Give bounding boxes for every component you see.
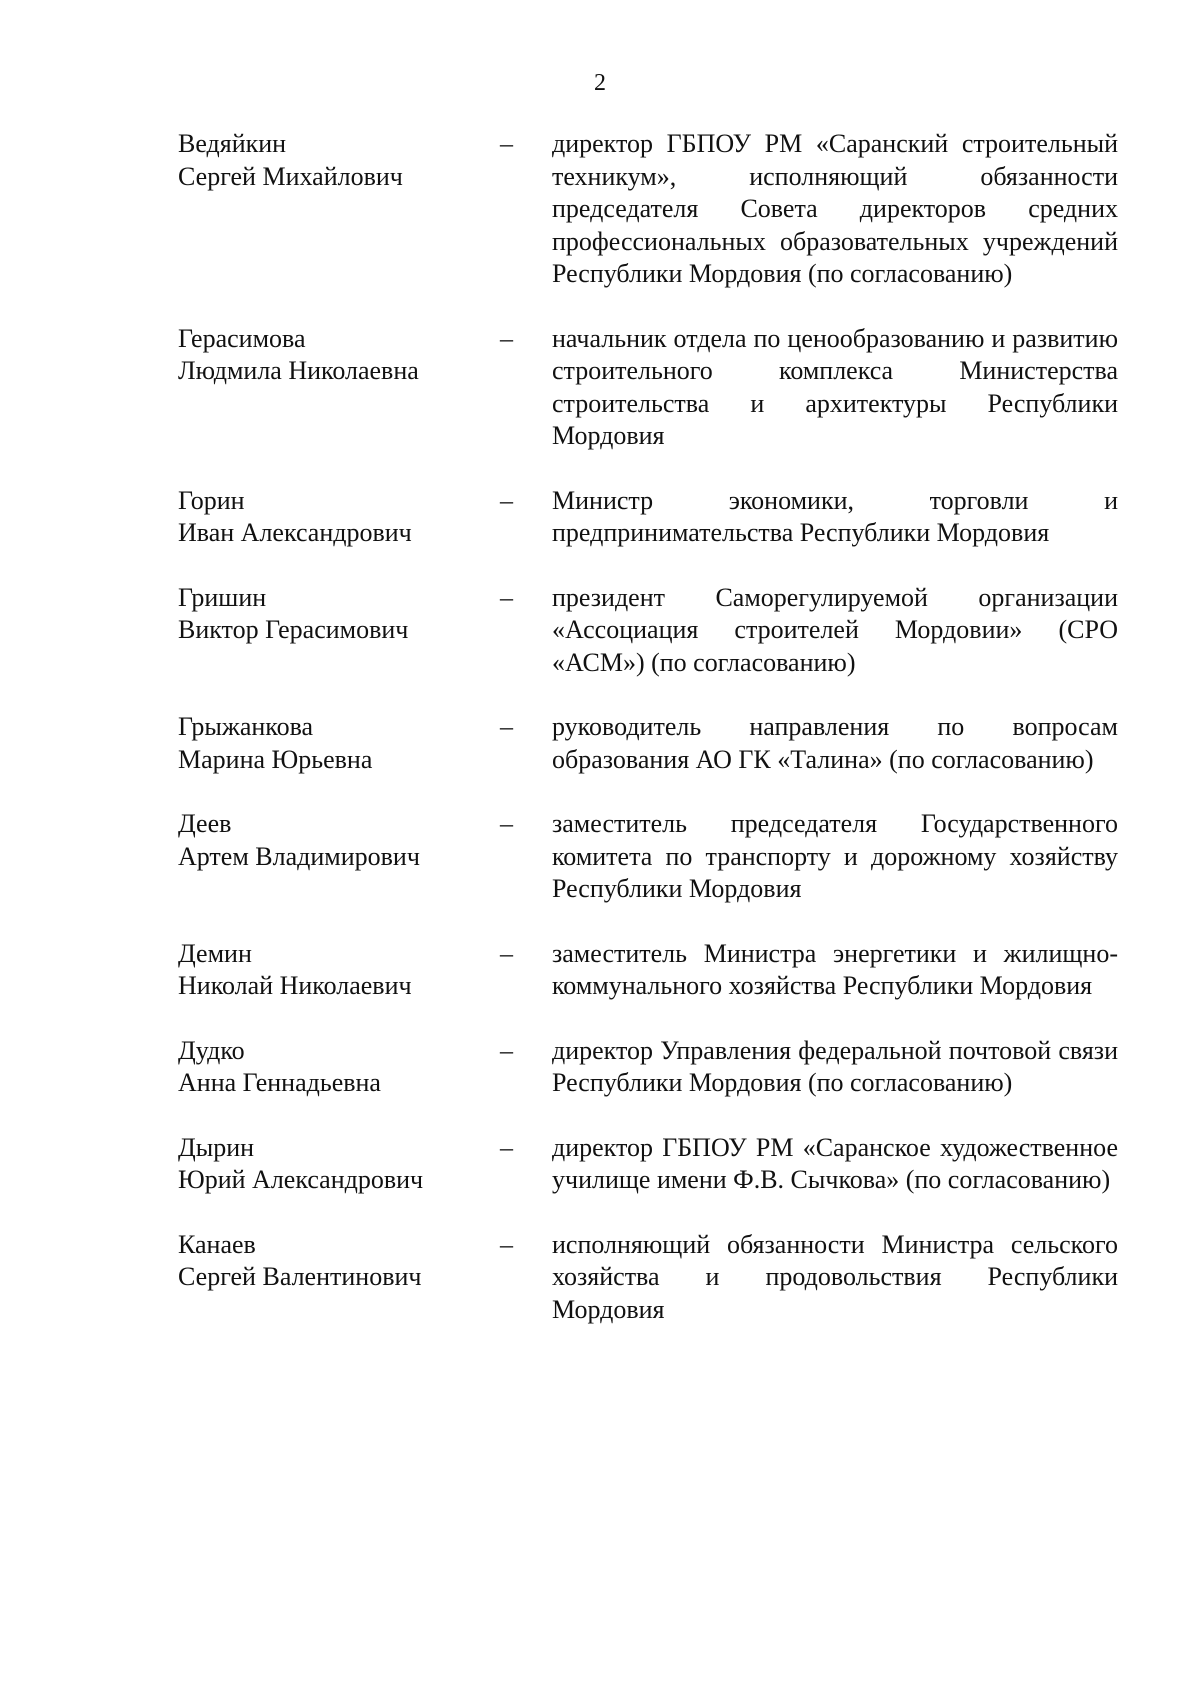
list-item bbox=[178, 808, 1122, 906]
list-item bbox=[178, 711, 1122, 776]
member-surname: Ведяйкин bbox=[178, 129, 287, 158]
list-item bbox=[178, 128, 1122, 291]
page-number: 2 bbox=[594, 70, 606, 96]
member-name bbox=[178, 1229, 500, 1294]
member-surname: Грыжанкова bbox=[178, 712, 314, 741]
dash-separator: – bbox=[500, 1229, 513, 1259]
member-name bbox=[178, 582, 500, 647]
member-name bbox=[178, 1035, 500, 1100]
member-given-name: Людмила Николаевна bbox=[178, 356, 419, 385]
dash-separator: – bbox=[500, 582, 513, 612]
list-item bbox=[178, 938, 1122, 1003]
member-surname: Герасимова bbox=[178, 323, 306, 353]
member-given-name: Артем Владимирович bbox=[178, 841, 420, 871]
list-item bbox=[178, 1132, 1122, 1197]
member-given-name: Юрий Александрович bbox=[178, 1165, 424, 1194]
list-item bbox=[178, 485, 1122, 550]
member-name bbox=[178, 1132, 500, 1197]
member-given-name: Марина Юрьевна bbox=[178, 744, 373, 774]
dash-separator: – bbox=[500, 1132, 513, 1162]
member-name bbox=[178, 938, 500, 1003]
member-position: президент Саморегулируемой организации «Ассоциация строителей Мордовии» (СРО «АСМ») (по согласованию) bbox=[552, 582, 1118, 677]
member-surname: Канаев bbox=[178, 1229, 256, 1259]
dash-separator: – bbox=[500, 129, 513, 158]
member-given-name: Николай Николаевич bbox=[178, 971, 412, 1000]
member-name bbox=[178, 711, 500, 776]
list-item bbox=[178, 1035, 1122, 1100]
member-name bbox=[178, 485, 500, 550]
member-name bbox=[178, 128, 500, 193]
member-position: директор Управления федеральной почтовой связи Республики Мордовия (по согласованию) bbox=[552, 1035, 1118, 1097]
member-position: начальник отдела по ценообразованию и развитию строительного комплекса Министерства строительства и архитектуры Республики Мордовия bbox=[552, 323, 1118, 450]
member-given-name: Иван Александрович bbox=[178, 518, 412, 547]
member-surname: Гришин bbox=[178, 582, 267, 612]
member-surname: Горин bbox=[178, 485, 245, 515]
member-given-name: Сергей Михайлович bbox=[178, 161, 403, 191]
member-position: директор ГБПОУ РМ «Саранский строительный техникум», исполняющий обязанности председателя Совета директоров средних профессиональных образовательных учреждений Республики Мордовия (по согласованию) bbox=[552, 129, 1118, 288]
list-item bbox=[178, 582, 1122, 680]
member-surname: Демин bbox=[178, 938, 252, 968]
member-position: исполняющий обязанности Министра сельского хозяйства и продовольствия Республики Мордовия bbox=[552, 1229, 1118, 1324]
member-position: Министр экономики, торговли и предпринимательства Республики Мордовия bbox=[552, 485, 1118, 547]
list-item bbox=[178, 1229, 1122, 1327]
member-name bbox=[178, 808, 500, 873]
member-position: заместитель председателя Государственного комитета по транспорту и дорожному хозяйству Республики Мордовия bbox=[552, 809, 1118, 903]
dash-separator: – bbox=[500, 809, 513, 838]
member-given-name: Сергей Валентинович bbox=[178, 1262, 422, 1291]
dash-separator: – bbox=[500, 323, 513, 353]
member-surname: Дудко bbox=[178, 1035, 245, 1065]
dash-separator: – bbox=[500, 712, 513, 741]
dash-separator: – bbox=[500, 485, 513, 515]
dash-separator: – bbox=[500, 1035, 513, 1065]
list-item bbox=[178, 323, 1122, 453]
member-name bbox=[178, 323, 500, 388]
member-position: директор ГБПОУ РМ «Саранское художественное училище имени Ф.В. Сычкова» (по согласованию) bbox=[552, 1132, 1118, 1194]
member-position: заместитель Министра энергетики и жилищно-коммунального хозяйства Республики Мордовия bbox=[552, 938, 1118, 1000]
member-surname: Деев bbox=[178, 809, 232, 838]
member-position: руководитель направления по вопросам образования АО ГК «Талина» (по согласованию) bbox=[552, 712, 1118, 774]
member-surname: Дырин bbox=[178, 1132, 255, 1162]
dash-separator: – bbox=[500, 938, 513, 968]
member-given-name: Анна Геннадьевна bbox=[178, 1068, 381, 1097]
member-list bbox=[178, 128, 1122, 1326]
member-given-name: Виктор Герасимович bbox=[178, 615, 409, 644]
